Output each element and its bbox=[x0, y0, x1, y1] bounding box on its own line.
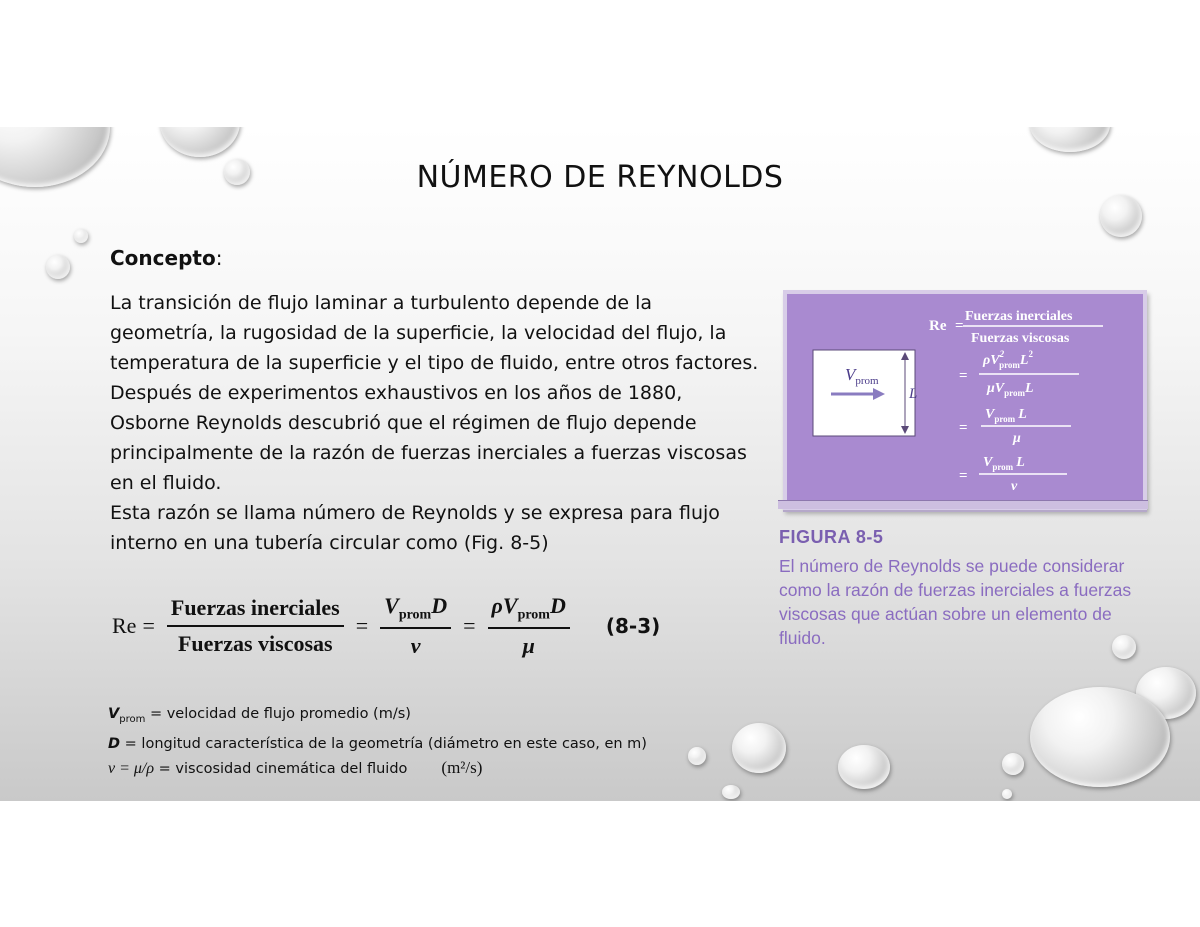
formula-numerator-vd: $V_{prom}D$ bbox=[380, 593, 451, 629]
definition-kinematic-viscosity: ν = μ/ρ = viscosidad cinemática del fluido (m²/s) bbox=[108, 757, 483, 777]
formula-fraction-density bbox=[488, 593, 570, 659]
concept-colon: : bbox=[215, 246, 223, 270]
formula-numerator-inertial: Fuerzas inerciales bbox=[167, 595, 344, 627]
definition-velocity: $V_{prom}$ = velocidad de flujo promedio (m/s) bbox=[108, 706, 411, 725]
water-drop-decoration bbox=[46, 255, 70, 279]
board-viscous-forces: Fuerzas viscosas bbox=[971, 331, 1070, 346]
concept-body bbox=[110, 288, 760, 558]
water-drop-decoration bbox=[1002, 753, 1024, 775]
formula-numerator-rhovd: $\rho V_{prom}D$ bbox=[488, 593, 570, 629]
formula-denominator-nu: ν bbox=[410, 633, 421, 659]
water-drop-decoration bbox=[1002, 789, 1012, 799]
formula-equals: = bbox=[355, 613, 369, 638]
water-drop-decoration bbox=[1030, 127, 1110, 152]
board-equals: = bbox=[959, 420, 968, 436]
variable-definitions bbox=[108, 702, 647, 781]
concept-heading bbox=[110, 246, 222, 270]
water-drop-decoration bbox=[74, 229, 88, 243]
formula-re: Re bbox=[112, 613, 137, 638]
equation-number: (8-3) bbox=[605, 614, 661, 638]
figure-caption: El número de Reynolds se puede considerar como la razón de fuerzas inerciales a fuerzas viscosas que actúan sobre un elemento de fluido. bbox=[779, 556, 1132, 648]
board-fraction-4-den: ν bbox=[1011, 479, 1018, 494]
chalkboard-ledge bbox=[778, 500, 1148, 509]
board-equals: = bbox=[955, 318, 964, 334]
formula-equals: = bbox=[142, 613, 155, 638]
definition-diameter: D = longitud característica de la geometría (diámetro en este caso, en m) bbox=[108, 735, 647, 752]
concept-label: Concepto bbox=[110, 246, 216, 270]
water-drop-decoration bbox=[838, 745, 890, 789]
chalkboard-equations bbox=[929, 309, 1103, 494]
reynolds-formula bbox=[112, 588, 660, 664]
body-paragraph-1: La transición de flujo laminar a turbulento depende de la geometría, la rugosidad de la superficie, la velocidad del flujo, la temperatura de la superficie y el tipo de fluido, entre otros factores. Después de experimentos exhaustivos en los años de 1880, Osborne Reynolds descubrió que el régimen de flujo depende principalmente de la razón de fuerzas inerciales a fuerzas viscosas en el fluido. bbox=[110, 292, 759, 494]
water-drop-decoration bbox=[732, 723, 786, 773]
formula-denominator-viscous: Fuerzas viscosas bbox=[177, 631, 333, 656]
element-velocity-label: $V_{prom}$ bbox=[845, 365, 879, 387]
body-paragraph-2: Esta razón se llama número de Reynolds y se expresa para flujo interno en una tubería circular como (Fig. 8-5) bbox=[110, 502, 720, 554]
formula-fraction-velocity bbox=[380, 593, 451, 659]
chalkboard-drawing bbox=[787, 294, 1143, 506]
water-drop-decoration bbox=[722, 785, 740, 799]
formula-fraction-forces bbox=[167, 595, 344, 657]
board-fraction-3-den: μ bbox=[1013, 431, 1021, 446]
board-equals: = bbox=[959, 468, 968, 484]
board-fraction-3-num: $V_{prom}$ L bbox=[985, 407, 1027, 424]
formula-denominator-mu: μ bbox=[522, 633, 535, 659]
water-drop-decoration bbox=[160, 127, 240, 157]
water-drop-decoration bbox=[688, 747, 706, 765]
board-fraction-2-den: $\mu V_{prom}L$ bbox=[987, 381, 1034, 398]
figure-title: FIGURA 8-5 bbox=[779, 527, 884, 547]
water-drop-decoration bbox=[1030, 687, 1170, 787]
element-length-label: L bbox=[909, 386, 918, 402]
board-fraction-2-num: $\rho V^2$ promL$^2$ bbox=[983, 349, 1033, 370]
board-fraction-4-num: $V_{prom}$ L bbox=[983, 455, 1025, 472]
board-re: Re bbox=[929, 318, 947, 334]
board-inertial-forces: Fuerzas inerciales bbox=[965, 309, 1073, 324]
water-drop-decoration bbox=[1100, 195, 1142, 237]
figure-chalkboard bbox=[783, 290, 1147, 510]
formula-equals: = bbox=[463, 613, 476, 638]
page-title: NÚMERO DE REYNOLDS bbox=[416, 160, 784, 195]
board-equals: = bbox=[959, 368, 968, 384]
